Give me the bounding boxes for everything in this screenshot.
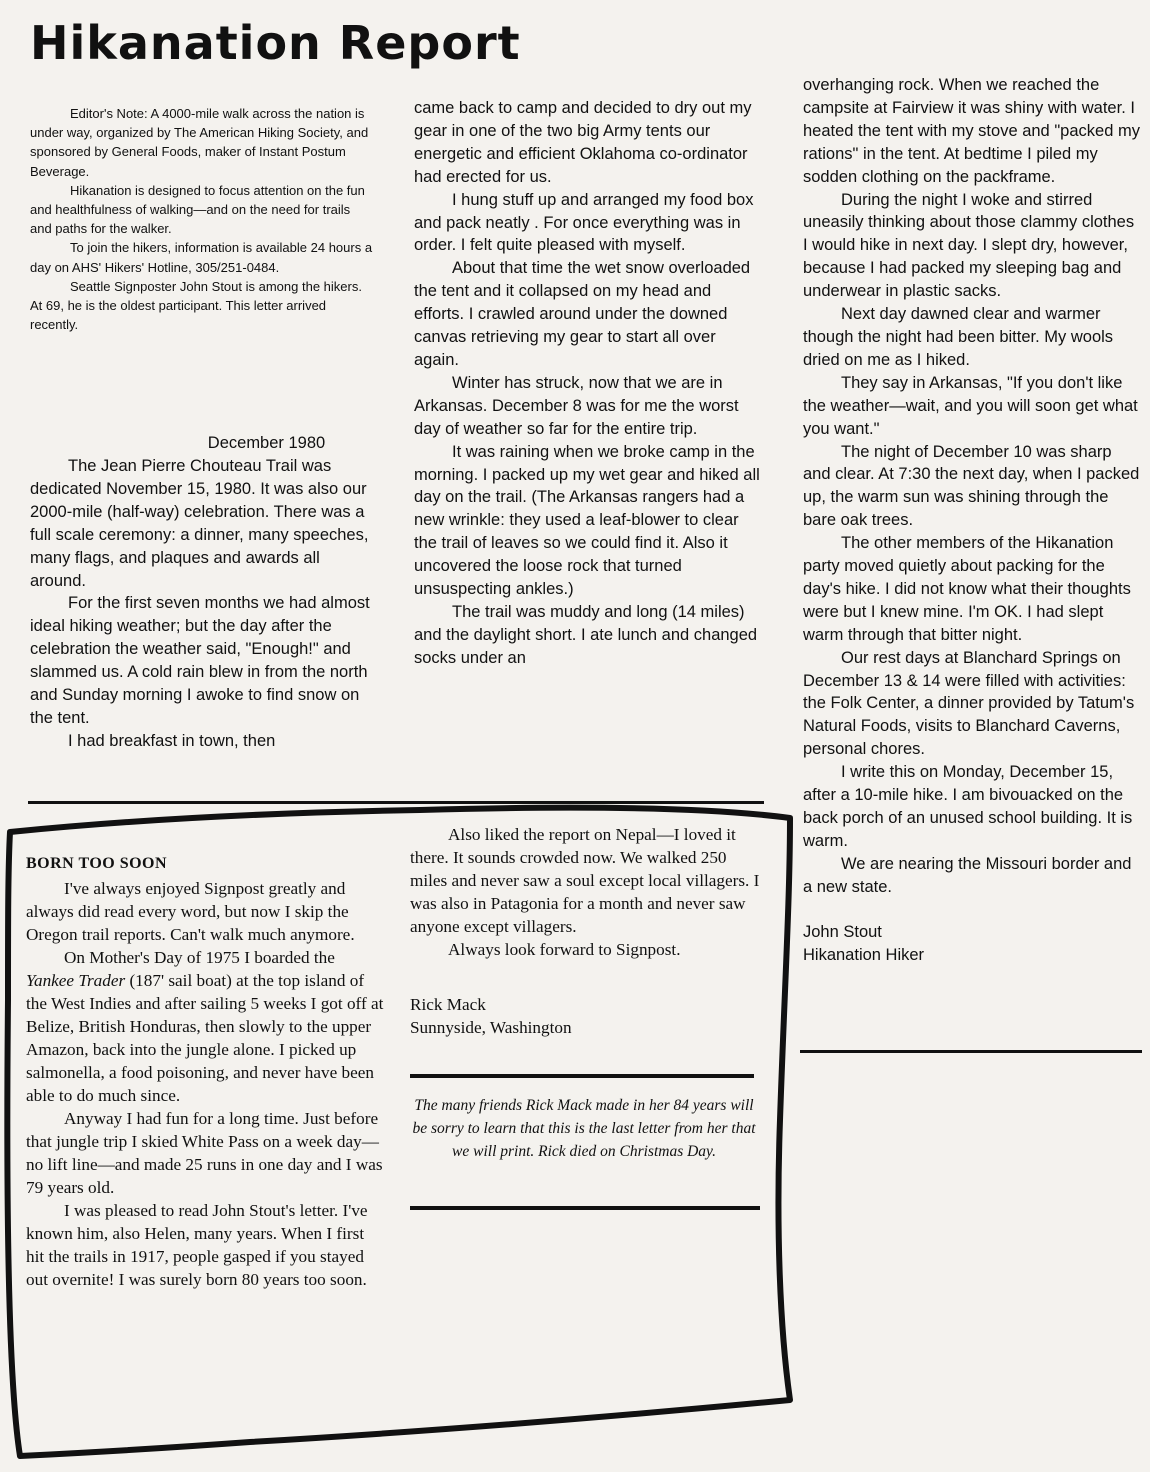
headline: Hikanation Report (30, 16, 521, 70)
article-paragraph: About that time the wet snow overloaded the tent and it collapsed on my head and efforts. I crawled around under the downed canvas retrieving my gear to start all over again. (414, 259, 751, 369)
article-paragraph: The night of December 10 was sharp and clear. At 7:30 the next day, when I packed up, the warm sun was shining through the bare oak trees. (803, 442, 1140, 530)
letter-title: BORN TOO SOON (26, 855, 168, 872)
article-paragraph: I had breakfast in town, then (68, 731, 276, 750)
article-paragraph: I hung stuff up and arranged my food box and pack neatly . For once everything was in order. I felt quite pleased with myself. (414, 190, 754, 255)
letter-paragraph: I was pleased to read John Stout's letter. I've known him, also Helen, many years. When I first hit the trails in 1917, people gasped if you stayed out overnite! I was surely born 80 years too soon. (26, 1201, 368, 1289)
letter-paragraph: Also liked the report on Nepal—I loved it there. It sounds crowded now. We walked 250 miles and never saw a soul except local villagers. I was also in Patagonia for a month and never saw anyone except villagers. (410, 825, 760, 936)
article-paragraph: Winter has struck, now that we are in Arkansas. December 8 was for me the worst day of weather so far for the entire trip. (414, 373, 739, 438)
article-paragraph: For the first seven months we had almost ideal hiking weather; but the day after the celebration the weather said, "Enough!" and slammed us. A cold rain blew in from the north and Sunday morning I awoke to find snow on the tent. (30, 594, 370, 727)
article-paragraph: Next day dawned clear and warmer though the night had been bitter. My wools dried on me as I hiked. (803, 305, 1114, 369)
letter-signature-place: Sunnyside, Washington (410, 1018, 572, 1037)
article-paragraph: I write this on Monday, December 15, after a 10-mile hike. I am bivouacked on the back porch of an unused school building. It is warm. (803, 763, 1133, 850)
article-paragraph: The Jean Pierre Chouteau Trail was dedicated November 15, 1980. It was also our 2000-mile (half-way) celebration. There was a full scale ceremony: a dinner, many speeches, many flags, and plaques and awards all around. (30, 457, 369, 590)
article-paragraph: The other members of the Hikanation party moved quietly about packing for the day's hike. I did not know what their thoughts were but I knew mine. I'm OK. I had slept warm through that bitter night. (803, 534, 1131, 644)
letter-column-2 (410, 823, 760, 1039)
letter-paragraph: On Mother's Day of 1975 I boarded the Yankee Trader (187' sail boat) at the top island of the West Indies and after sailing 5 weeks I got off at Belize, British Honduras, then slowly to the upper Amazon, back into the jungle alone. I picked up salmonella, a food poisoning, and never have been able to do much since. (26, 948, 384, 1105)
article-paragraph: It was raining when we broke camp in the morning. I packed up my wet gear and hiked all day on the trail. (The Arkansas rangers had a new wrinkle: they used a leaf-blower to clear the trail of leaves so we could find it. Also it uncovered the loose rock that turned unsuspecting ankles.) (414, 442, 760, 599)
editors-note-paragraph: Editor's Note: A 4000-mile walk across the nation is under way, organized by The American Hiking Society, and sponsored by General Foods, maker of Instant Postum Beverage. (30, 106, 369, 179)
letter-column-1 (26, 852, 386, 1291)
dateline: December 1980 (207, 434, 326, 452)
article-signature-name: John Stout (803, 922, 882, 941)
article-paragraph: We are nearing the Missouri border and a new state. (803, 854, 1132, 896)
editors-note-paragraph: To join the hikers, information is available 24 hours a day on AHS' Hikers' Hotline, 305/251-0484. (30, 240, 373, 275)
editors-note-paragraph: Hikanation is designed to focus attention on the fun and healthfulness of walking—and on the need for trails and paths for the walker. (30, 182, 365, 237)
article-paragraph: overhanging rock. When we reached the campsite at Fairview it was shiny with water. I heated the tent with my stove and "packed my rations" in the tent. At bedtime I piled my sodden clothing on the packframe. (803, 76, 1140, 186)
article-paragraph: The trail was muddy and long (14 miles) and the daylight short. I ate lunch and changed socks under an (414, 602, 758, 667)
article-paragraph: They say in Arkansas, "If you don't like the weather—wait, and you will soon get what you want." (803, 373, 1138, 438)
article-paragraph: During the night I woke and stirred uneasily thinking about those clammy clothes I would hike in next day. I slept dry, however, because I had packed my sleeping bag and underwear in plastic sacks. (803, 190, 1135, 301)
article-signature-title: Hikanation Hiker (803, 945, 925, 964)
letter-signature-name: Rick Mack (410, 995, 486, 1014)
letter-paragraph: Anyway I had fun for a long time. Just before that jungle trip I skied White Pass on a week day—no lift line—and made 25 runs in one day and I was 79 years old. (26, 1109, 383, 1197)
remembrance-note: The many friends Rick Mack made in her 84 years will be sorry to learn that this is the last letter from her that we will print. Rick died on Christmas Day. (412, 1097, 756, 1160)
article-paragraph: came back to camp and decided to dry out my gear in one of the two big Army tents our energetic and efficient Oklahoma co-ordinator had erected for us. (414, 99, 752, 186)
ship-name: Yankee Trader (26, 971, 126, 990)
letter-paragraph: I've always enjoyed Signpost greatly and always did read every word, but now I skip the Oregon trail reports. Can't walk much anymore. (26, 879, 355, 944)
article-paragraph: Our rest days at Blanchard Springs on December 13 & 14 were filled with activities: the Folk Center, a dinner provided by Tatum's Natural Foods, visits to Blanchard Caverns, personal chores. (803, 648, 1135, 759)
letter-paragraph: Always look forward to Signpost. (448, 940, 681, 959)
editors-note-paragraph: Seattle Signposter John Stout is among the hikers. At 69, he is the oldest participant. This letter arrived recently. (30, 278, 362, 333)
